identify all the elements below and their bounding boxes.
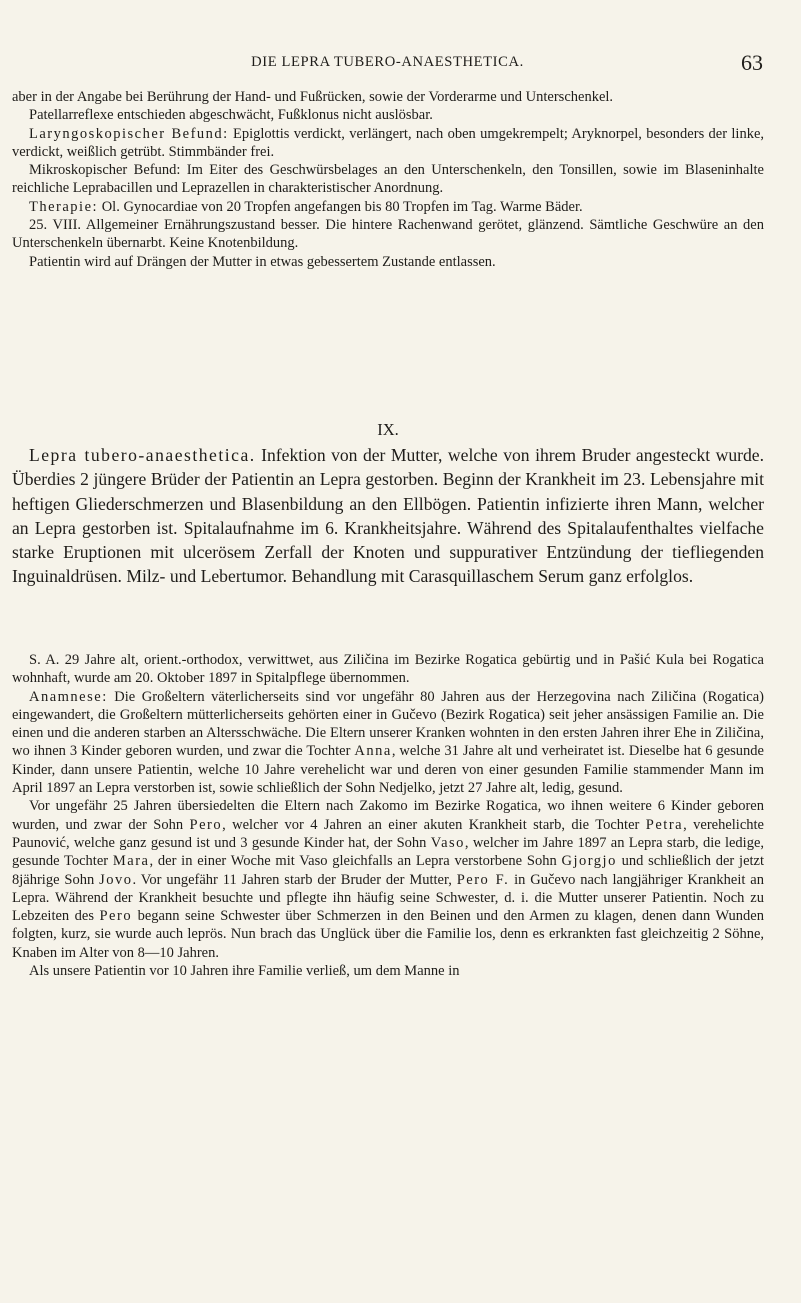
paragraph-text: Ol. Gynocardiae von 20 Tropfen angefangen bis 80 Tropfen im Tag. Warme Bäder.: [98, 198, 583, 215]
person-name: Jovo: [99, 871, 133, 888]
paragraph: Als unsere Patientin vor 10 Jahren ihre Familie verließ, um dem Manne in: [29, 963, 460, 980]
paragraph-text: begann seine Schwester über Schmerzen in den Beinen und den Armen zu klagen, denen dann Wunden folgten, kurz, sie wurde auch leprös. Nun brach das Unglück über die Familie los, denn es erkrankten fast gleichzeitig 2 Söhne, Knaben im Alter von 8—10 Jahren.: [12, 908, 764, 961]
paragraph: S. A. 29 Jahre alt, orient.-orthodox, verwittwet, aus Ziličina im Bezirke Rogatica gebürtig und in Pašić Kula bei Rogatica wohnhaft, wurde am 20. Oktober 1897 in Spitalpflege übernommen.: [12, 652, 764, 687]
paragraph: [12, 161, 764, 198]
paragraph: aber in der Angabe bei Berührung der Hand- und Fußrücken, sowie der Vorderarme und Unterschenkel.: [12, 89, 614, 105]
person-name: Pero: [99, 908, 133, 925]
page-number: 63: [741, 50, 763, 75]
running-title: DIE LEPRA TUBERO-ANAESTHETICA.: [251, 54, 524, 70]
paragraph: [12, 688, 764, 798]
person-name: Pero: [189, 816, 223, 833]
section-label: Therapie:: [29, 198, 99, 215]
case-nine-summary: [12, 443, 764, 589]
person-name: Anna: [354, 743, 392, 760]
paragraph: [12, 443, 764, 589]
case-heading: IX.: [377, 420, 399, 439]
paragraph-text: Infektion von der Mutter, welche von ihrem Bruder angesteckt wurde. Überdies 2 jüngere Brüder der Patientin an Lepra gestorben. Beginn der Krankheit im 23. Lebensjahre mit heftigen Gliederschmerzen und Blasenbildung an den Ellbögen. Patientin infizierte ihren Mann, welcher an Lepra gestorben ist. Spitalaufnahme im 6. Krankheitsjahre. Während des Spitalaufenthaltes vielfache starke Eruptionen mit ulcerösem Zerfall der Knoten und suppurativer Entzündung der tiefliegenden Inguinaldrüsen. Milz- und Lebertumor. Behandlung mit Carasquillaschem Serum ganz erfolglos.: [12, 445, 764, 587]
paragraph-text: Vor ungefähr 25 Jahren übersiedelten die Eltern nach Zakomo im Bezirke Rogatica, wo ihnen weitere 6 Kinder geboren wurden, und zwar der Sohn: [12, 798, 764, 833]
section-label: Laryngoskopischer Befund:: [29, 125, 229, 142]
paragraph: [12, 198, 764, 216]
page-header: [12, 50, 763, 78]
paragraph: [12, 797, 764, 962]
paragraph: Patientin wird auf Drängen der Mutter in etwas gebessertem Zustande entlassen.: [29, 253, 496, 270]
paragraph-text: Epiglottis verdickt, verlängert, nach oben umgekrempelt; Aryknorpel, besonders der linke, verdickt, weißlich getrübt. Stimmbänder frei.: [12, 125, 764, 160]
paragraph-text: , welcher im Jahre 1897 an Lepra starb, die ledige, gesunde Tochter: [12, 834, 765, 870]
paragraph: 25. VIII. Allgemeiner Ernährungszustand besser. Die hintere Rachenwand gerötet, glänzend. Sämtliche Geschwüre an den Unterschenkeln übernarbt. Keine Knotenbildung.: [12, 217, 764, 252]
paragraph-text: und schließlich der jetzt 8jährige Sohn: [12, 853, 764, 888]
person-name: Gjorgjo: [561, 853, 617, 870]
paragraph-text: Im Eiter des Geschwürsbelages an den Unterschenkeln, den Tonsillen, sowie im Blaseninhalte reichliche Leprabacillen und Leprazellen in charakteristischer Anordnung.: [12, 162, 764, 197]
paragraph-text: Die Großeltern väterlicherseits sind vor ungefähr 80 Jahren aus der Herzegovina nach Ziličina (Rogatica) eingewandert, die Großeltern mütterlicherseits gehörten einer in Gučevo (Bezirk Rogatica) seit jeher ansässigen Familie an. Die einen und die anderen starben an Altersschwäche. Die Eltern unserer Kranken wohnten in den ersten Jahren ihrer Ehe in Ziličina, wo ihnen 3 Kinder geboren wurden, und zwar die Tochter: [12, 688, 764, 760]
paragraph: [12, 125, 764, 162]
paragraph-text: , welche 31 Jahre alt und verheiratet ist. Dieselbe hat 6 gesunde Kinder, dann unsere Patientin, welche 10 Jahre verehelicht war und deren von einer gesunden Familie stammender Mann im April 1897 an Lepra verstorben ist, sowie schließlich der Sohn Nedjelko, jetzt 27 Jahre alt, ledig, gesund.: [12, 743, 764, 797]
person-name: Mara: [112, 853, 150, 870]
person-name: Vaso: [430, 834, 465, 851]
person-name: Pero F.: [456, 871, 510, 888]
paragraph-text: in Gučevo nach langjähriger Krankheit an Lepra. Während der Krankheit besuchte und pflegte ihn häufig seine Schwester, d. i. die Mutter unserer Patientin. Noch zu Lebzeiten des: [12, 871, 764, 925]
paragraph-text: , der in einer Woche mit Vaso gleichfalls an Lepra verstorbene Sohn: [149, 853, 562, 870]
case-eight-continuation: [12, 88, 764, 271]
paragraph-text: , verehelichte Paunović, welche ganz gesund ist und 3 gesunde Kinder hat, der Sohn: [12, 816, 764, 851]
paragraph-text: . Vor ungefähr 11 Jahren starb der Bruder der Mutter,: [132, 871, 457, 888]
diagnosis-label: Lepra tubero-anaesthetica.: [29, 445, 256, 465]
case-nine-history: [12, 651, 764, 980]
person-name: Petra: [645, 816, 684, 833]
paragraph: Patellarreflexe entschieden abgeschwächt, Fußklonus nicht auslösbar.: [29, 107, 433, 124]
section-label: Anamnese:: [29, 688, 108, 705]
section-label: Mikroskopischer Befund:: [29, 162, 181, 179]
paragraph-text: , welcher vor 4 Jahren an einer akuten Krankheit starb, die Tochter: [222, 816, 646, 833]
